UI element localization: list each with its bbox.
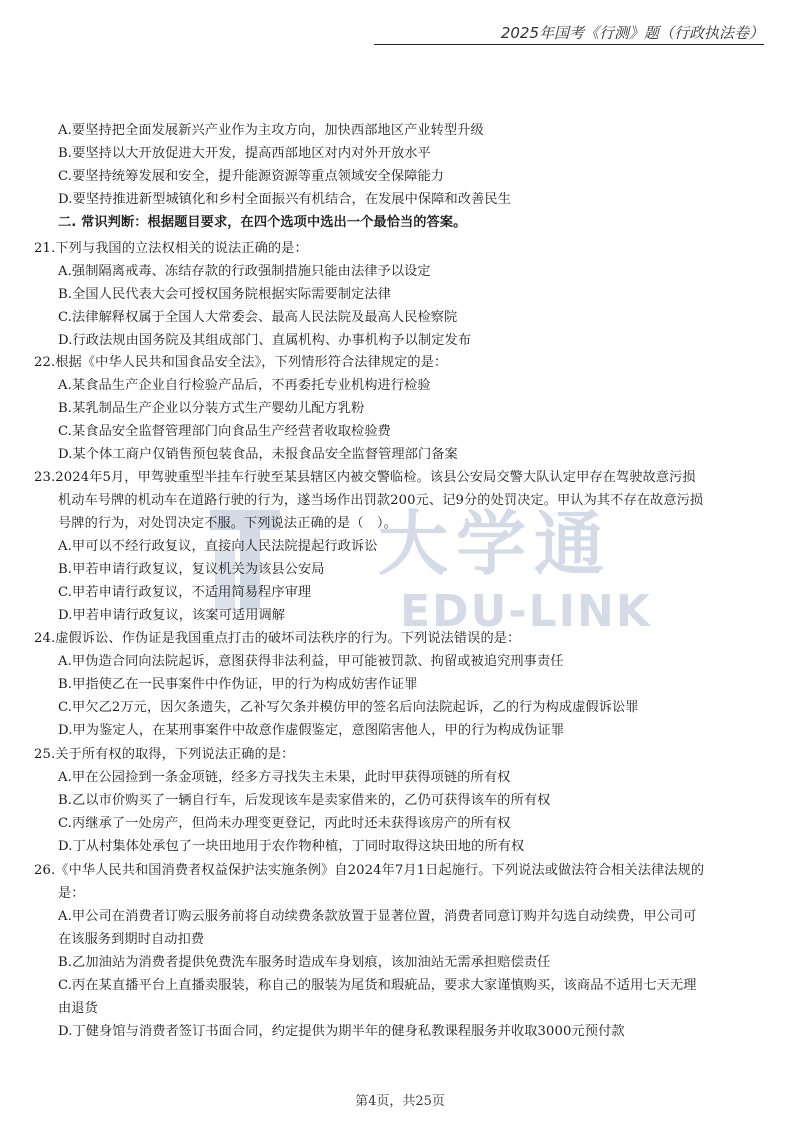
section-heading: 二. 常识判断：根据题目要求，在四个选项中选出一个最恰当的答案。 [58, 215, 467, 230]
watermark-cn: 大学通 [378, 503, 612, 585]
question-option: A.某食品生产企业自行检验产品后，不再委托专业机构进行检验 [58, 378, 431, 393]
watermark-en: EDU-LINK [400, 586, 652, 637]
question-stem: 23.2024年5月，甲驾驶重型半挂车行驶至某县辖区内被交警临检。该县公安局交警大队认定甲存在驾驶故意污损 [34, 470, 696, 485]
question-stem: 26.《中华人民共和国消费者权益保护法实施条例》自2024年7月1日起施行。下列说法或做法符合相关法律法规的 [34, 863, 705, 878]
question-stem: 21.下列与我国的立法权相关的说法正确的是： [34, 241, 308, 256]
question-option: C.丙在某直播平台上直播卖服装，称自己的服装为尾货和瑕疵品，要求大家谨慎购买，该商品不适用七天无理 [58, 978, 697, 993]
question-stem: 是： [58, 886, 85, 901]
question-option: A.强制隔离戒毒、冻结存款的行政强制措施只能由法律予以设定 [58, 264, 431, 279]
page-footer: 第4页，共25页 [355, 1094, 445, 1109]
question-stem: 25.关于所有权的取得，下列说法正确的是： [34, 747, 295, 762]
question-option: A.甲公司在消费者订购云服务前将自动续费条款放置于显著位置，消费者同意订购并勾选自动续费，甲公司可 [58, 909, 697, 924]
question-option: C.某食品安全监督管理部门向食品生产经营者收取检验费 [58, 424, 391, 439]
prev-option-a: A.要坚持把全面发展新兴产业作为主攻方向，加快西部地区产业转型升级 [58, 123, 484, 138]
question-option: B.某乳制品生产企业以分装方式生产婴幼儿配方乳粉 [58, 401, 365, 416]
question-option: 在该服务到期时自动扣费 [58, 932, 205, 947]
prev-option-d: D.要坚持推进新型城镇化和乡村全面振兴有机结合，在发展中保障和改善民生 [58, 192, 511, 207]
prev-option-c: C.要坚持统筹发展和安全，提升能源资源等重点领域安全保障能力 [58, 169, 445, 184]
question-option: 由退货 [58, 1001, 98, 1016]
question-option: C.甲若申请行政复议，不适用简易程序审理 [58, 585, 312, 600]
watermark [300, 488, 660, 648]
question-stem: 24.虚假诉讼、作伪证是我国重点打击的破坏司法秩序的行为。下列说法错误的是： [34, 631, 521, 646]
question-option: D.甲若申请行政复议，该案可适用调解 [58, 608, 286, 623]
question-option: D.丁从村集体处承包了一块田地用于农作物种植，丁同时取得这块田地的所有权 [58, 839, 525, 854]
question-option: C.丙继承了一处房产，但尚未办理变更登记，丙此时还未获得该房产的所有权 [58, 816, 511, 831]
question-option: B.甲若申请行政复议，复议机关为该县公安局 [58, 562, 325, 577]
question-option: B.乙加油站为消费者提供免费洗车服务时造成车身划痕，该加油站无需承担赔偿责任 [58, 955, 551, 970]
question-option: C.法律解释权属于全国人大常委会、最高人民法院及最高人民检察院 [58, 310, 458, 325]
question-option: B.全国人民代表大会可授权国务院根据实际需要制定法律 [58, 287, 391, 302]
question-option: A.甲在公园捡到一条金项链，经多方寻找失主未果，此时甲获得项链的所有权 [58, 770, 511, 785]
question-option: D.行政法规由国务院及其组成部门、直属机构、办事机构予以制定发布 [58, 333, 472, 348]
question-option: C.甲欠乙2万元，因欠条遗失，乙补写欠条并模仿甲的签名后向法院起诉，乙的行为构成虚假诉讼罪 [58, 700, 639, 715]
question-option: A.甲伪造合同向法院起诉，意图获得非法利益，甲可能被罚款、拘留或被追究刑事责任 [58, 654, 564, 669]
question-stem: 22.根据《中华人民共和国食品安全法》，下列情形符合法律规定的是： [34, 355, 448, 370]
question-option: D.甲为鉴定人，在某刑事案件中故意作虚假鉴定，意图陷害他人，甲的行为构成伪证罪 [58, 723, 565, 738]
question-option: B.甲指使乙在一民事案件中作伪证，甲的行为构成妨害作证罪 [58, 677, 418, 692]
question-stem: 机动车号牌的机动车在道路行驶的行为，遂当场作出罚款200元、记9分的处罚决定。甲认为其不存在故意污损 [58, 493, 704, 508]
question-stem: 号牌的行为，对处罚决定不服。下列说法正确的是（ ）。 [58, 516, 397, 531]
question-option: B.乙以市价购买了一辆自行车，后发现该车是卖家借来的，乙仍可获得该车的所有权 [58, 793, 551, 808]
prev-option-b: B.要坚持以大开放促进大开发，提高西部地区对内对外开放水平 [58, 146, 431, 161]
question-option: D.某个体工商户仅销售预包装食品，未报食品安全监督管理部门备案 [58, 447, 458, 462]
question-option: A.甲可以不经行政复议，直接向人民法院提起行政诉讼 [58, 539, 378, 554]
page-header: 2025年国考《行测》题（行政执法卷） [374, 22, 764, 45]
question-option: D.丁健身馆与消费者签订书面合同，约定提供为期半年的健身私教课程服务并收取3000元预付款 [58, 1024, 625, 1039]
